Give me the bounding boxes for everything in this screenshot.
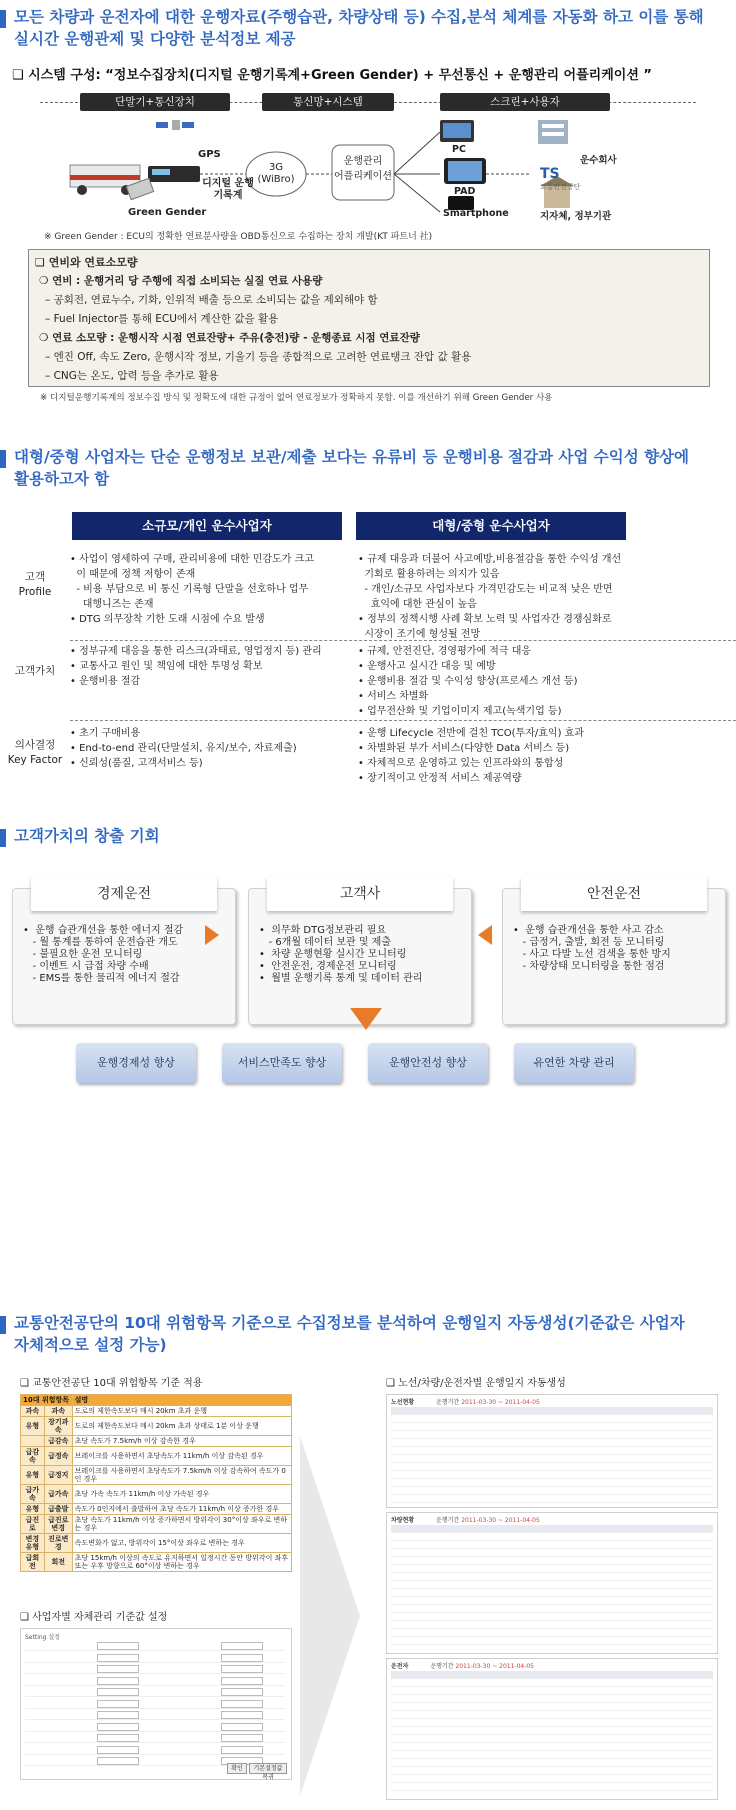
setting-input[interactable]	[97, 1757, 139, 1765]
segment-network: 통신망+시스템	[262, 93, 394, 111]
log-driver-header	[391, 1661, 534, 1670]
value-large	[358, 644, 658, 719]
log-route-label: 노선현황	[391, 1399, 415, 1406]
setting-input[interactable]	[97, 1711, 139, 1719]
transport-company-label: 운수회사	[580, 155, 617, 166]
list-item: - 사고 다발 노선 검색을 통한 방지	[513, 949, 671, 960]
setting-row	[25, 1641, 285, 1651]
list-item: • 정부규제 대응을 통한 리스크(과태료, 영업정지 등) 관리	[70, 646, 322, 657]
ts-logo-subtitle: 교통안전공단	[540, 183, 581, 191]
fuel-efficiency-head: ❍ 연비 : 운행거리 당 주행에 직접 소비되는 실질 연료 사용량	[39, 275, 323, 287]
table-cell: 도로의 제한속도보다 매시 20km 초과 운행	[72, 1406, 291, 1417]
log-route-dates: 2011-03-30 ~ 2011-04-05	[461, 1399, 540, 1406]
outcome-safety: 운행안전성 향상	[368, 1043, 488, 1083]
card-safe-body	[513, 925, 671, 973]
list-item: • DTG 의무장착 기한 도래 시점에 수요 발생	[70, 614, 265, 625]
section-marker	[0, 450, 6, 468]
setting-input[interactable]	[221, 1723, 263, 1731]
table-cell: 장기과속	[44, 1417, 72, 1436]
table-cell: 급정속	[44, 1447, 72, 1466]
gps-label: GPS	[198, 149, 221, 160]
building-icon	[538, 120, 568, 144]
reset-defaults-button[interactable]: 기본설정값 복귀	[249, 1763, 287, 1774]
fuel-consumption-head: ❍ 연료 소모량 : 운행시작 시점 연료잔량+ 주유(충전)량 - 운행종료 시점 연료잔량	[39, 332, 420, 344]
table-cell: 급가속	[21, 1485, 45, 1504]
log-route-rows	[391, 1407, 713, 1503]
arrow-left-icon	[478, 925, 492, 945]
table-cell: 급가속	[44, 1485, 72, 1504]
table-cell: 급감속	[44, 1436, 72, 1447]
table-cell: 과속	[21, 1406, 45, 1417]
dtg-label-line1: 디지털 운행	[202, 178, 254, 189]
outcome-fleet: 유연한 차량 관리	[514, 1043, 634, 1083]
segment-terminal: 단말기+통신장치	[80, 93, 230, 111]
setting-row	[25, 1722, 285, 1732]
list-item: - 월 통계를 통하여 운전습관 개도	[23, 937, 178, 948]
system-heading-prefix: ❑ 시스템 구성:	[12, 68, 101, 83]
table-row	[21, 1466, 292, 1485]
list-item: • 장기적이고 안정적 서비스 제공역량	[358, 773, 522, 784]
table-cell: 급출발	[44, 1504, 72, 1515]
setting-row	[25, 1664, 285, 1674]
profile-large	[358, 552, 658, 642]
network-label-line1: 3G	[268, 162, 284, 173]
card-safe-driving	[502, 888, 726, 1025]
setting-input[interactable]	[221, 1688, 263, 1696]
log-row	[391, 1455, 713, 1463]
pad-icon	[444, 158, 486, 184]
list-item: • 차량 운행현황 실시간 모니터링	[259, 949, 407, 960]
log-row	[391, 1679, 713, 1687]
setting-input[interactable]	[221, 1677, 263, 1685]
table-row	[21, 1447, 292, 1466]
section4-title	[14, 1312, 685, 1356]
log-row	[391, 1479, 713, 1487]
table-cell: 초당 속도가 11km/h 이상 증가하면서 방위각이 30°이상 좌우로 변하는 경우	[72, 1515, 291, 1534]
section2-title-line2: 활용하고자 함	[14, 470, 110, 488]
card-economic-body	[23, 925, 183, 985]
log-vehicle-rows	[391, 1525, 713, 1649]
row-label-profile	[0, 570, 70, 600]
app-label-line1: 운행관리	[343, 156, 383, 167]
outcome-service: 서비스만족도 향상	[222, 1043, 342, 1083]
table-cell: 변경유형	[21, 1534, 45, 1553]
log-row	[391, 1743, 713, 1751]
setting-input[interactable]	[221, 1700, 263, 1708]
list-item: • 의무화 DTG정보관리 필요	[259, 925, 387, 936]
table-cell: 속도가 0인지에서 출발하여 초당 속도가 11km/h 이상 증가한 경우	[72, 1504, 291, 1515]
table-cell: 속도변화가 없고, 방위각이 15°이상 좌우로 변하는 경우	[72, 1534, 291, 1553]
log-row	[391, 1613, 713, 1621]
risk-table-title: ❑ 교통안전공단 10대 위험항목 기준 적용	[20, 1378, 203, 1389]
log-row	[391, 1565, 713, 1573]
arrow-down-icon	[350, 1008, 382, 1030]
log-row	[391, 1687, 713, 1695]
log-row	[391, 1759, 713, 1767]
dtg-note: ※ 디지털운행기록계의 정보수집 방식 및 정확도에 대한 규정이 없어 연료정보가 정확하지 못함. 이를 개선하기 위해 Green Gender 사용	[40, 393, 553, 403]
confirm-button[interactable]: 확인	[227, 1763, 247, 1774]
log-driver-dates: 2011-03-30 ~ 2011-04-05	[455, 1663, 535, 1670]
log-row	[391, 1605, 713, 1613]
table-cell: 브레이크를 사용하면서 초당속도가 11km/h 이상 감속된 경우	[72, 1447, 291, 1466]
satellite-icon	[156, 120, 194, 130]
fuel-efficiency-item: – 공회전, 연료누수, 기화, 인위적 배출 등으로 소비되는 값을 제외해야 함	[45, 294, 378, 306]
log-row	[391, 1525, 713, 1533]
government-label: 지자체, 정부기관	[540, 211, 612, 222]
customer-comparison-table	[0, 512, 736, 784]
list-item: - 차량상태 모니터링을 통한 점검	[513, 961, 665, 972]
column-small-operators: 소규모/개인 운수사업자	[72, 512, 342, 540]
arrow-right-icon	[205, 925, 219, 945]
setting-input[interactable]	[97, 1688, 139, 1696]
setting-input[interactable]	[97, 1700, 139, 1708]
dtg-device-icon	[148, 166, 200, 182]
list-item: • 규제, 안전진단, 경영평가에 적극 대응	[358, 646, 532, 657]
table-cell: 급회전	[21, 1553, 45, 1572]
setting-row	[25, 1710, 285, 1720]
log-vehicle-header	[391, 1515, 540, 1524]
row-label-profile-line2: Profile	[18, 586, 52, 598]
column-large-operators: 대형/중형 운수사업자	[356, 512, 626, 540]
log-vehicle-dates: 2011-03-30 ~ 2011-04-05	[461, 1517, 540, 1524]
app-label	[332, 154, 394, 184]
setting-row	[25, 1745, 285, 1755]
section4-title-line2: 자체적으로 설정 가능)	[14, 1336, 167, 1354]
table-row	[21, 1504, 292, 1515]
row-label-value	[0, 664, 70, 679]
log-row	[391, 1751, 713, 1759]
pc-label: PC	[452, 144, 466, 155]
log-row	[391, 1471, 713, 1479]
risk-table	[20, 1394, 292, 1594]
system-heading	[12, 64, 652, 83]
log-vehicle-period-label: 운행기간	[436, 1517, 460, 1524]
log-row	[391, 1629, 713, 1637]
list-item: • 운행 Lifecycle 전반에 걸친 TCO(투자/효익) 효과	[358, 728, 584, 739]
log-route	[386, 1394, 718, 1508]
settings-panel-title: Setting 설정	[25, 1634, 60, 1641]
log-row	[391, 1463, 713, 1471]
log-row	[391, 1439, 713, 1447]
list-item: 기회로 활용하려는 의지가 있음	[358, 569, 500, 580]
table-cell: 급감속	[21, 1447, 45, 1466]
green-gender-label: Green Gender	[128, 207, 207, 218]
list-item: • 운행비용 절감	[70, 676, 141, 687]
fuel-consumption-item: – CNG는 온도, 압력 등을 추가로 활용	[45, 370, 219, 382]
list-item: • 월별 운행기록 통계 및 데이터 관리	[259, 973, 423, 984]
key-factor-small	[70, 726, 352, 771]
log-row	[391, 1727, 713, 1735]
log-row	[391, 1589, 713, 1597]
log-driver-period-label: 운행기간	[430, 1663, 454, 1670]
list-item: - EMS를 통한 물리적 에너지 절감	[23, 973, 180, 984]
list-item: - 불필요한 운전 모니터링	[23, 949, 143, 960]
list-item: • 운행 습관개선을 통한 에너지 절감	[23, 925, 184, 936]
list-item: 대행니즈는 존재	[70, 599, 154, 610]
log-row	[391, 1703, 713, 1711]
section2-title-line1: 대형/중형 사업자는 단순 운행정보 보관/제출 보다는 유류비 등 운행비용 절감과 사업 수익성 향상에	[14, 448, 689, 466]
segment-screen: 스크린+사용자	[440, 93, 610, 111]
list-item: • 운행사고 실시간 대응 및 예방	[358, 661, 496, 672]
pad-label: PAD	[454, 186, 476, 197]
list-item: - 비용 부담으로 비 통신 기록형 단말을 선호하나 업무	[70, 584, 309, 595]
smartphone-label: Smartphone	[443, 208, 509, 219]
log-row	[391, 1581, 713, 1589]
settings-panel	[20, 1628, 292, 1780]
table-cell: 진로변경	[44, 1534, 72, 1553]
row-label-key-factor	[0, 738, 70, 768]
setting-input[interactable]	[221, 1654, 263, 1662]
fuel-box-title: ❑ 연비와 연료소모량	[35, 256, 138, 269]
system-heading-desc: “정보수집장치(디지털 운행기록계+Green Gender) + 무선통신 + 운행관리 어플리케이션 ”	[105, 68, 652, 83]
setting-input[interactable]	[221, 1711, 263, 1719]
risk-table-header: 10대 위험항목	[21, 1395, 73, 1406]
log-row	[391, 1415, 713, 1423]
table-cell: 유형	[21, 1504, 45, 1515]
outcome-economic: 운행경제성 향상	[76, 1043, 196, 1083]
setting-input[interactable]	[97, 1642, 139, 1650]
section-marker	[0, 10, 6, 28]
setting-input[interactable]	[221, 1665, 263, 1673]
log-row	[391, 1495, 713, 1503]
log-row	[391, 1671, 713, 1679]
value-small	[70, 644, 352, 689]
section4-title-line1: 교통안전공단의 10대 위험항목 기준으로 수집정보를 분석하여 운행일지 자동생성(기준값은 사업자	[14, 1314, 685, 1332]
table-row	[21, 1534, 292, 1553]
log-row	[391, 1775, 713, 1783]
table-cell: 브레이크를 사용하면서 초당속도가 7.5km/h 이상 감속하여 속도가 0인 경우	[72, 1466, 291, 1485]
card-customer	[248, 888, 472, 1025]
network-label	[256, 162, 296, 186]
setting-input[interactable]	[97, 1723, 139, 1731]
log-row	[391, 1767, 713, 1775]
setting-row	[25, 1687, 285, 1697]
log-vehicle	[386, 1512, 718, 1654]
row-label-key-factor-line2: Key Factor	[7, 754, 63, 766]
list-item: - 급정거, 출발, 회전 등 모니터링	[513, 937, 665, 948]
log-row	[391, 1597, 713, 1605]
setting-input[interactable]	[221, 1734, 263, 1742]
risk-table-body	[21, 1406, 292, 1572]
dtg-label-line2: 기록계	[213, 190, 243, 201]
list-item: • 서비스 차별화	[358, 691, 429, 702]
row-label-profile-line1: 고객	[24, 571, 46, 583]
list-item: • 규제 대응과 더불어 사고예방,비용절감을 통한 수익성 개선	[358, 554, 622, 565]
table-cell: 급진로변경	[44, 1515, 72, 1534]
card-customer-body	[259, 925, 422, 985]
dtg-label	[198, 178, 258, 202]
row-divider	[70, 720, 736, 721]
list-item: • 운행 습관개선을 통한 사고 감소	[513, 925, 664, 936]
setting-input[interactable]	[221, 1746, 263, 1754]
network-label-line2: (WiBro)	[257, 174, 295, 185]
list-item: 이 때문에 정책 저항이 존재	[70, 569, 196, 580]
log-route-header	[391, 1397, 540, 1406]
setting-input[interactable]	[97, 1654, 139, 1662]
setting-input[interactable]	[97, 1665, 139, 1673]
section1-title	[14, 6, 704, 50]
list-item: • 안전운전, 경제운전 모니터링	[259, 961, 397, 972]
fuel-efficiency-item: – Fuel Injector를 통해 ECU에서 계산한 값을 활용	[45, 313, 279, 325]
log-driver-rows	[391, 1671, 713, 1795]
section3-title: 고객가치의 창출 기회	[14, 827, 160, 845]
list-item: • 초기 구매비용	[70, 728, 141, 739]
fuel-info-box	[28, 249, 710, 387]
log-row	[391, 1423, 713, 1431]
table-cell: 유형	[21, 1417, 45, 1436]
row-label-key-factor-line1: 의사결정	[14, 739, 56, 751]
log-row	[391, 1783, 713, 1791]
table-cell: 급정지	[44, 1466, 72, 1485]
setting-row	[25, 1653, 285, 1663]
setting-row	[25, 1699, 285, 1709]
setting-input[interactable]	[97, 1746, 139, 1754]
row-label-value-line1: 고객가치	[14, 665, 56, 677]
log-row	[391, 1541, 713, 1549]
log-row	[391, 1487, 713, 1495]
table-cell: 초당 가속 속도가 11km/h 이상 가속된 경우	[72, 1485, 291, 1504]
table-cell: 도로의 제한속도보다 매시 20km 초과 상태로 1분 이상 운행	[72, 1417, 291, 1436]
log-row	[391, 1549, 713, 1557]
fuel-consumption-item: – 엔진 Off, 속도 Zero, 운행시작 정보, 기울기 등을 종합적으로 고려한 연료탱크 잔압 값 활용	[45, 351, 472, 363]
log-row	[391, 1711, 713, 1719]
log-row	[391, 1407, 713, 1415]
card-economic-driving	[12, 888, 236, 1025]
fuel-box-content	[39, 272, 471, 386]
card-economic-title: 경제운전	[31, 877, 217, 911]
log-route-period-label: 운행기간	[436, 1399, 460, 1406]
table-row	[21, 1417, 292, 1436]
table-cell: 유형	[21, 1466, 45, 1485]
app-label-line2: 어플리케이션	[334, 171, 392, 182]
card-customer-title: 고객사	[267, 877, 453, 911]
row-divider	[70, 640, 736, 641]
table-cell: 과속	[44, 1406, 72, 1417]
list-item: • 신뢰성(품질, 고객서비스 등)	[70, 758, 203, 769]
list-item: - 개인/소규모 사업자보다 가격민감도는 비교적 낮은 반면	[358, 584, 613, 595]
list-item: 시장이 조기에 형성될 전망	[358, 629, 481, 640]
settings-title: ❑ 사업자별 자체관리 기준값 설정	[20, 1612, 168, 1623]
log-row	[391, 1735, 713, 1743]
list-item: - 이벤트 시 급접 차량 수배	[23, 961, 149, 972]
table-row	[21, 1515, 292, 1534]
log-row	[391, 1621, 713, 1629]
list-item: • End-to-end 관리(단말설치, 유지/보수, 자료제출)	[70, 743, 297, 754]
list-item: • 자체적으로 운영하고 있는 인프라와의 통합성	[358, 758, 564, 769]
log-driver	[386, 1658, 718, 1800]
section-marker	[0, 829, 6, 847]
key-factor-large	[358, 726, 658, 786]
settings-fields	[25, 1641, 285, 1759]
list-item: • 사업이 영세하여 구매, 관리비용에 대한 민감도가 크고	[70, 554, 314, 565]
table-row	[21, 1553, 292, 1572]
log-row	[391, 1573, 713, 1581]
table-row	[21, 1485, 292, 1504]
green-gender-note: ※ Green Gender : ECU의 정확한 연료분사량을 OBD통신으로 수집하는 장치 개발(KT 파트너 社)	[44, 232, 433, 242]
pc-icon	[440, 120, 474, 142]
setting-row	[25, 1733, 285, 1743]
log-row	[391, 1637, 713, 1645]
log-row	[391, 1447, 713, 1455]
ts-logo: TS	[540, 166, 560, 182]
list-item: • 차별화된 부가 서비스(다양한 Data 서비스 등)	[358, 743, 570, 754]
table-row	[21, 1436, 292, 1447]
table-cell: 급진로	[21, 1515, 45, 1534]
log-vehicle-label: 차량현황	[391, 1517, 415, 1524]
log-row	[391, 1533, 713, 1541]
list-item: 효익에 대한 관심이 높음	[358, 599, 477, 610]
list-item: - 6개월 데이터 보관 및 제출	[259, 937, 392, 948]
section1-title-line1: 모든 차량과 운전자에 대한 운행자료(주행습관, 차량상태 등) 수집,분석 체계를 자동화 하고 이를 통해	[14, 8, 704, 26]
table-row	[21, 1406, 292, 1417]
table-cell: 초당 속도가 7.5km/h 이상 감속한 경우	[72, 1436, 291, 1447]
profile-small	[70, 552, 352, 627]
log-row	[391, 1557, 713, 1565]
list-item: • 교통사고 원인 및 책임에 대한 투명성 확보	[70, 661, 263, 672]
list-item: • 업무전산화 및 기업이미지 제고(녹색기업 등)	[358, 706, 562, 717]
table-cell	[21, 1436, 45, 1447]
table-cell: 회전	[44, 1553, 72, 1572]
card-safe-title: 안전운전	[521, 877, 707, 911]
log-row	[391, 1719, 713, 1727]
section2-title	[14, 446, 689, 490]
transition-arrow-graphic	[300, 1436, 360, 1796]
log-title: ❑ 노선/차량/운전자별 운행일지 자동생성	[386, 1378, 566, 1389]
table-cell: 초당 15km/h 이상의 속도로 유지하면서 일정시간 동안 방위각이 좌후 또는 우후 방향으로 60°이상 변하는 경우	[72, 1553, 291, 1572]
setting-input[interactable]	[97, 1734, 139, 1742]
section1-title-line2: 실시간 운행관제 및 다양한 분석정보 제공	[14, 30, 296, 48]
log-row	[391, 1695, 713, 1703]
list-item: • 운행비용 절감 및 수익성 향상(프로세스 개선 등)	[358, 676, 578, 687]
list-item: • 정부의 정책시행 사례 확보 노력 및 사업자간 경쟁심화로	[358, 614, 612, 625]
risk-table-header: 설명	[72, 1395, 291, 1406]
setting-input[interactable]	[97, 1677, 139, 1685]
log-row	[391, 1431, 713, 1439]
log-driver-label: 운전자	[391, 1663, 409, 1670]
setting-input[interactable]	[221, 1642, 263, 1650]
section-marker	[0, 1316, 6, 1334]
setting-row	[25, 1676, 285, 1686]
